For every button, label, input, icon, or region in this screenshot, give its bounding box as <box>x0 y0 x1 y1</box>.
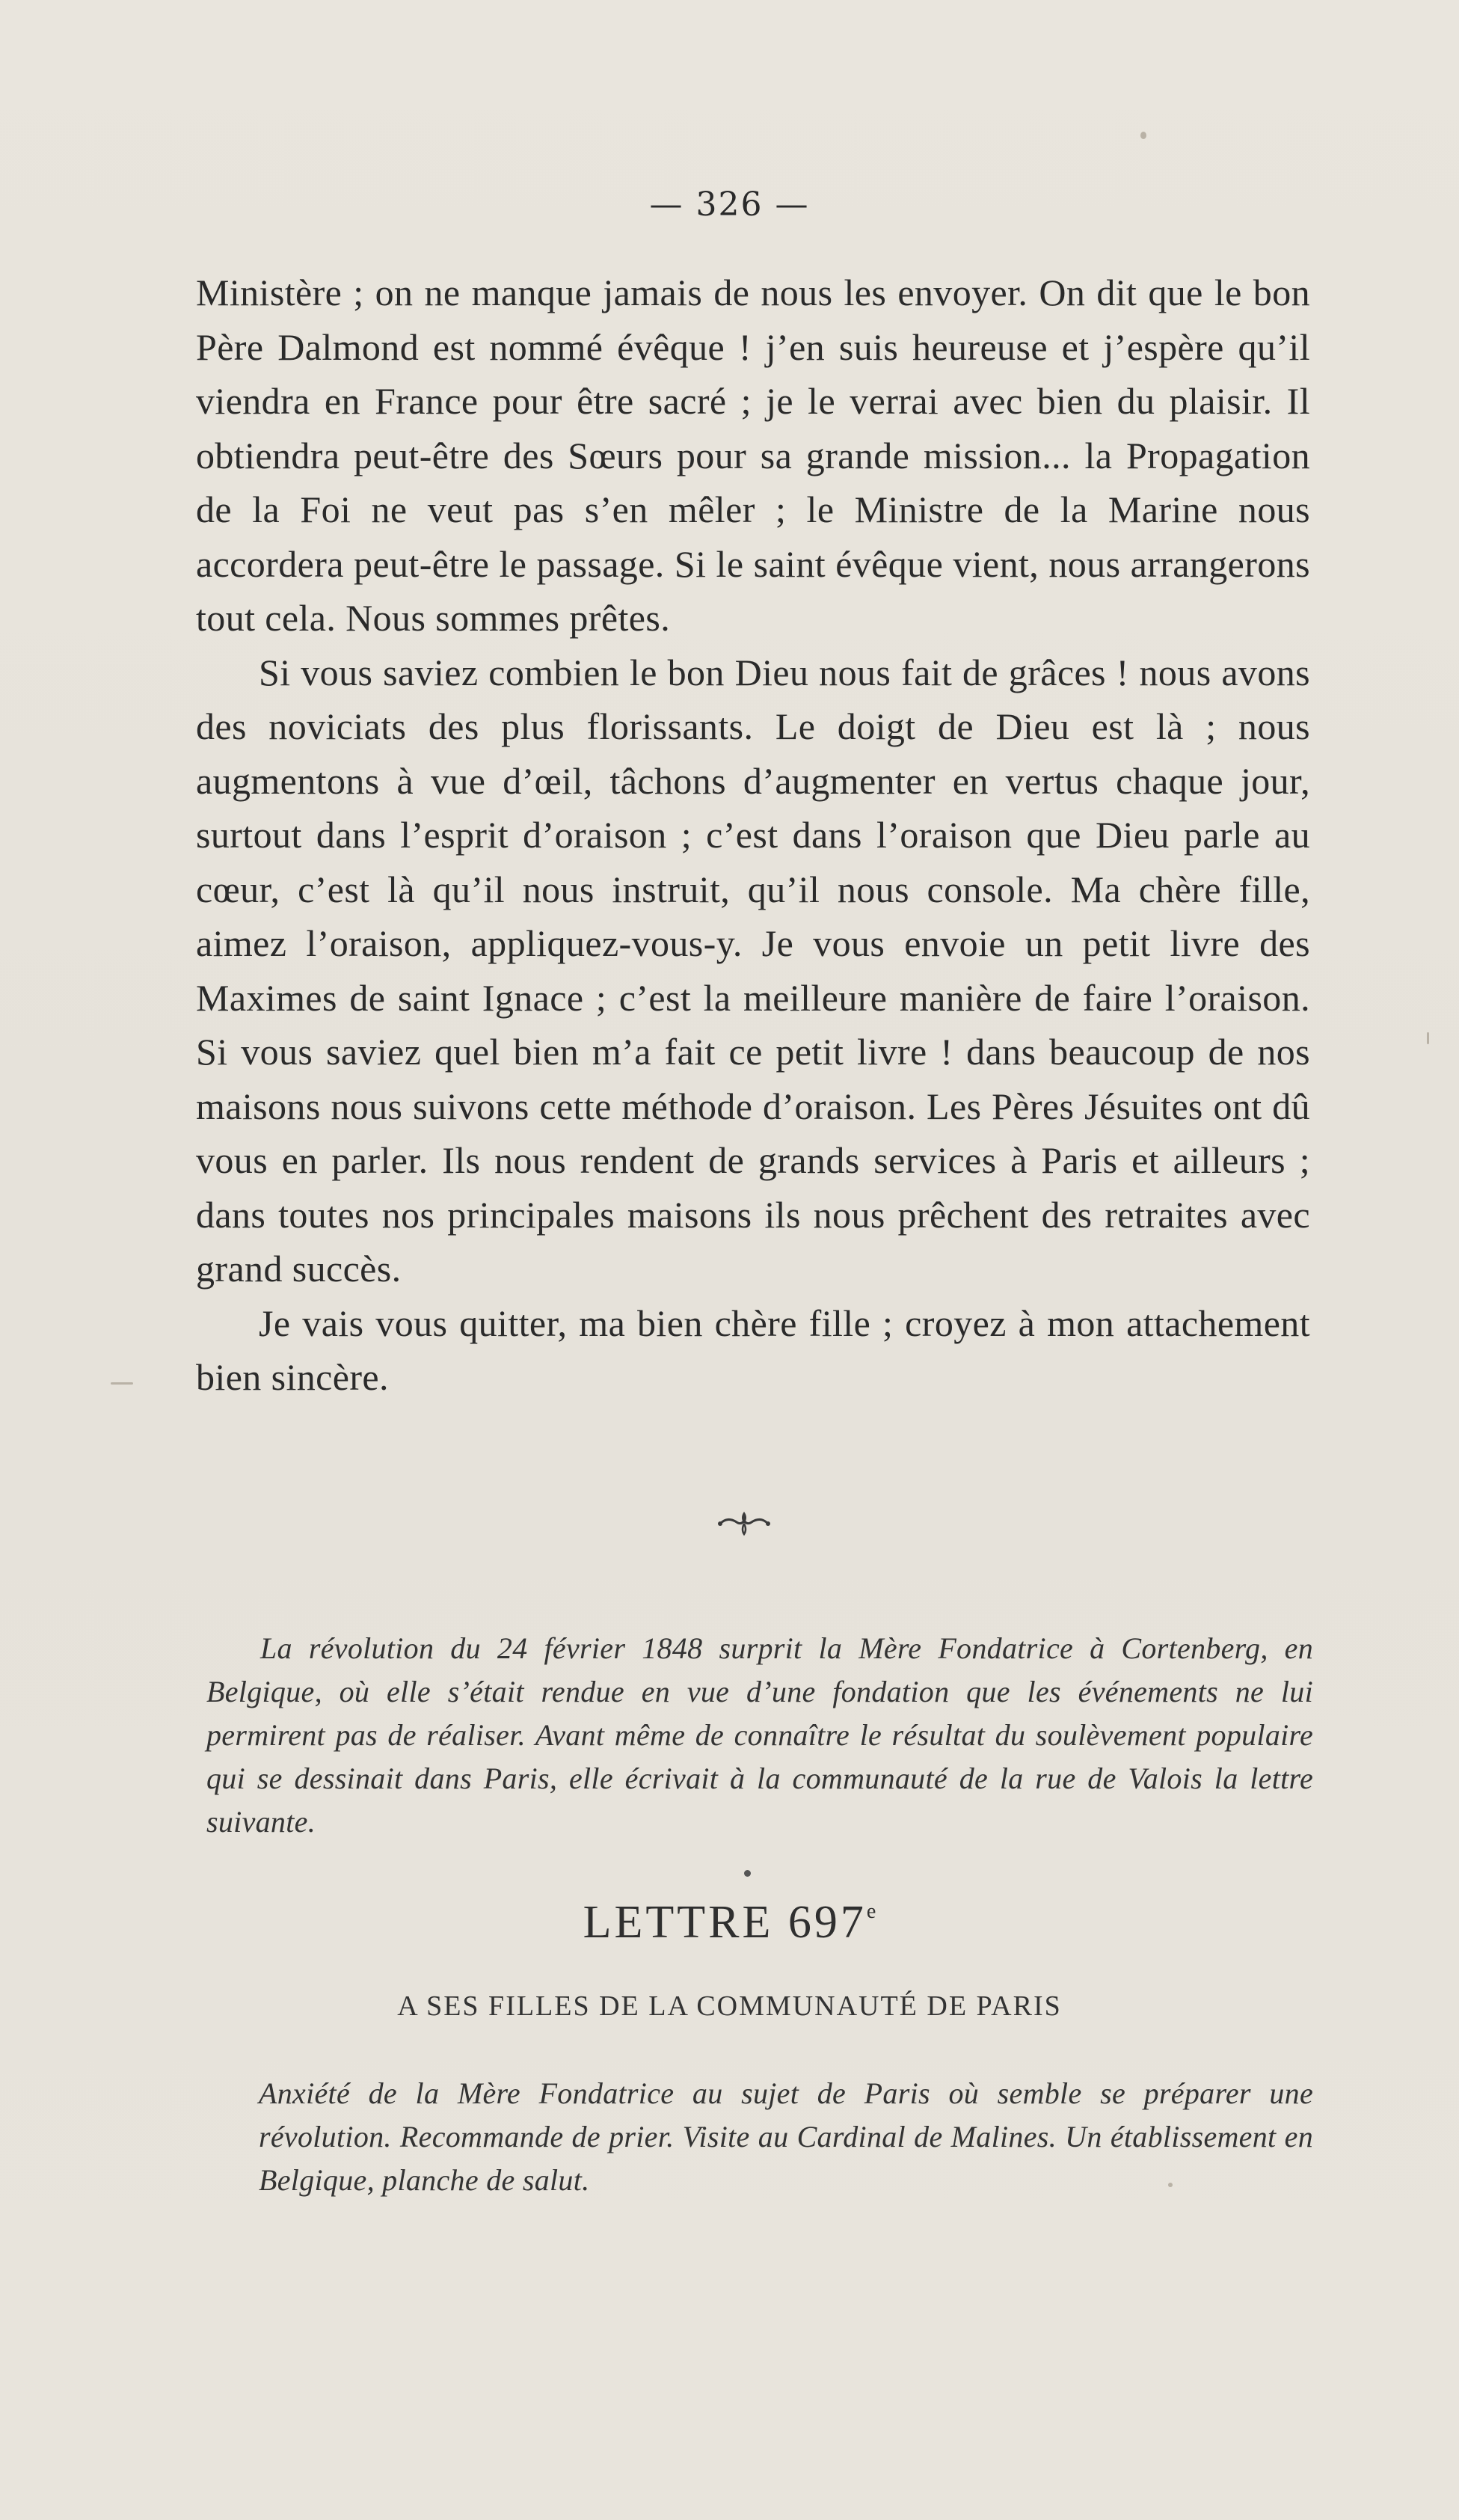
body-paragraph: Ministère ; on ne manque jamais de nous les envoyer. On dit que le bon Père Dalmond est nommé évêque ! j’en suis heureuse et j’espère qu’il viendra en France pour être sacré ; je le verrai avec bien du plaisir. Il obtiendra peut-être des Sœurs pour sa grande mission... la Propagation de la Foi ne veut pas s’en mêler ; le Ministre de la Marine nous accordera peut-être le passage. Si le saint évêque vient, nous arrangerons tout cela. Nous sommes prêtes. <box>196 272 1310 639</box>
letter-title <box>0 1896 1459 1949</box>
body-paragraph: Si vous saviez combien le bon Dieu nous fait de grâces ! nous avons des noviciats des plus florissants. Le doigt de Dieu est là ; nous augmentons à vue d’œil, tâchons d’augmenter en vertus chaque jour, surtout dans l’esprit d’oraison ; c’est dans l’oraison que Dieu parle au cœur, c’est là qu’il nous instruit, qu’il nous console. Ma chère fille, aimez l’oraison, appliquez-vous-y. Je vous envoie un petit livre des Maximes de saint Ignace ; c’est la meilleure manière de faire l’oraison. Si vous saviez quel bien m’a fait ce petit livre ! dans beaucoup de nos maisons nous suivons cette méthode d’oraison. Les Pères Jésuites ont dû vous en parler. Ils nous rendent de grands services à Paris et ailleurs ; dans toutes nos principales maisons ils nous prêchent des retraites avec grand succès. <box>196 651 1310 1290</box>
paper-speck <box>1140 132 1146 139</box>
letter-title-suffix: e <box>866 1900 876 1923</box>
paper-speck <box>111 1382 133 1385</box>
letter-body <box>196 266 1310 1405</box>
historical-intro: La révolution du 24 février 1848 surprit la Mère Fondatrice à Cortenberg, en Belgique, où elle s’était rendue en vue d’une fondation que les événements ne lui permirent pas de réaliser. Avant même de connaître le résultat du soulèvement populaire qui se dessinait dans Paris, elle écrivait à la communauté de la rue de Valois la lettre suivante. <box>206 1631 1313 1839</box>
letter-recipient: A SES FILLES DE LA COMMUNAUTÉ DE PARIS <box>397 1990 1062 2022</box>
body-paragraph: Je vais vous quitter, ma bien chère fille ; croyez à mon attachement bien sincère. <box>196 1302 1310 1398</box>
letter-summary: Anxiété de la Mère Fondatrice au sujet de Paris où semble se préparer une révolution. Recommande de prier. Visite au Cardinal de Malines. Un établissement en Belgique, planche de salut. <box>259 2076 1313 2197</box>
paper-speck <box>1427 1032 1429 1044</box>
fleuron-icon <box>714 1507 774 1537</box>
paper-speck <box>1168 2183 1173 2187</box>
letter-title-text: LETTRE 697 <box>583 1897 867 1948</box>
page-number: — 326 — <box>649 186 810 224</box>
decorative-dot <box>744 1870 751 1877</box>
